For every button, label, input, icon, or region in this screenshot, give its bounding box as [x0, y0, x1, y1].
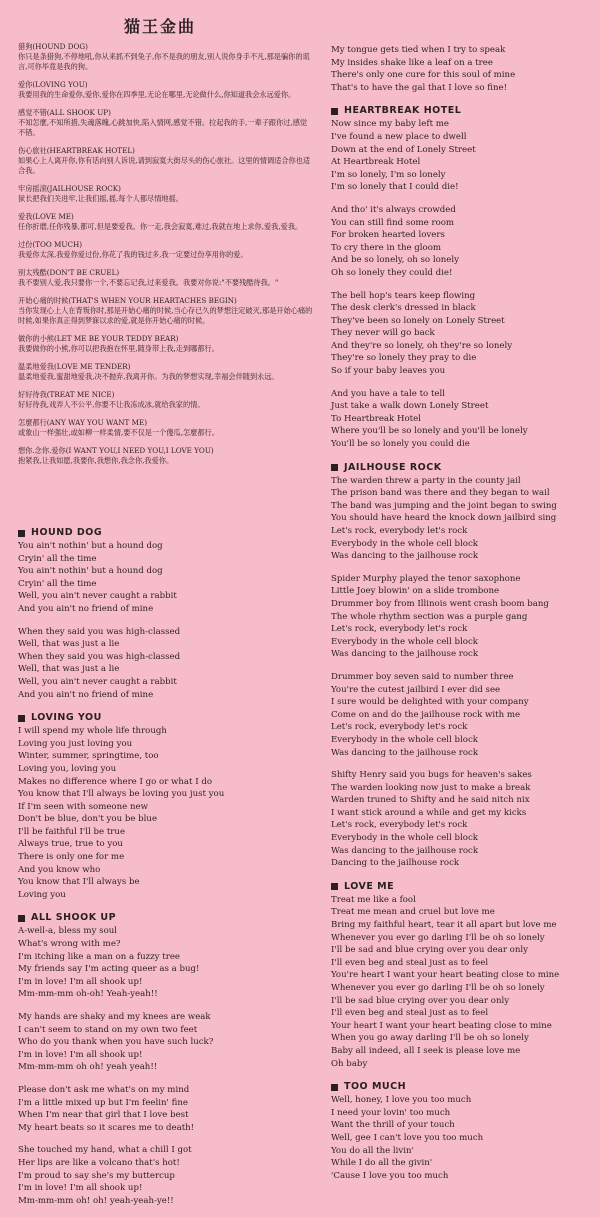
lyric-line: Well, honey, I love you too much: [331, 1095, 472, 1106]
stanza-gap: [18, 1074, 314, 1084]
lyric-line: Was dancing to the jailhouse rock: [331, 747, 479, 758]
chinese-song-title: 伤心旅社(HEARTBREAK HOTEL): [18, 146, 135, 155]
song-title-text: HEARTBREAK HOTEL: [344, 105, 462, 117]
song-block: [18, 711, 314, 901]
lyric-line: I'm so lonely, I'm so lonely: [331, 169, 446, 180]
lyric-line: My insides shake like a leaf on a tree: [331, 57, 493, 68]
lyric-line: Loving you just loving you: [18, 738, 133, 749]
lyric-line: Let's rock, everybody let's rock: [331, 722, 468, 733]
chinese-song-title: 感觉不错(ALL SHOOK UP): [18, 108, 111, 117]
chinese-song-title: 猎狗(HOUND DOG): [18, 42, 88, 51]
lyric-line: Well, gee I can't love you too much: [331, 1132, 484, 1143]
song-block: [18, 526, 314, 701]
chinese-song-title: 爱你(LOVING YOU): [18, 80, 88, 89]
chinese-song-title: 想你.念你.爱你(I WANT YOU,I NEED YOU,I LOVE YOU): [18, 446, 214, 455]
lyric-line: Oh so lonely they could die!: [331, 267, 453, 278]
lyric-line: That's to have the gal that I love so fine!: [331, 82, 508, 93]
lyric-line: You do all the livin': [331, 1145, 414, 1156]
lyric-line: The desk clerk's dressed in black: [331, 303, 476, 314]
lyric-line: I need your lovin' too much: [331, 1107, 451, 1118]
lyric-line: My friends say I'm acting queer as a bug!: [18, 964, 200, 975]
lyric-line: And you know who: [18, 864, 101, 875]
bullet-icon: [18, 530, 25, 537]
lyric-line: Come on and do the jailhouse rock with me: [331, 709, 521, 720]
bullet-icon: [331, 108, 338, 115]
lyric-line: And be so lonely, oh so lonely: [331, 255, 459, 266]
lyric-line: Whenever you ever go darling I'll be oh so lonely: [331, 983, 545, 993]
chinese-song-entry: [18, 362, 314, 382]
song-title-text: LOVE ME: [344, 880, 395, 892]
lyric-line: Well, that was just a lie: [18, 664, 120, 675]
lyric-line: She touched my hand, what a chill I got: [18, 1145, 192, 1156]
chinese-song-summary: 狱长把我们关进牢,让我们摇,摇,每个人都尽情地摇。: [18, 194, 183, 203]
chinese-song-summary: 不知怎麼,不知所措,失魂落魄,心跳加快,陷入情网,感觉不错。拉起我的手,一辈子跟你过,感觉不错。: [18, 118, 308, 137]
chinese-song-title: 过份(TOO MUCH): [18, 240, 83, 249]
stanza-gap: [331, 759, 593, 769]
lyric-line: My tongue gets tied when I try to speak: [331, 45, 506, 55]
song-title-text: TOO MUCH: [344, 1081, 407, 1093]
lyric-line: Oh baby: [331, 1058, 368, 1069]
chinese-song-entry: [18, 80, 314, 100]
lyric-line: Makes no difference where I go or what I do: [18, 776, 213, 787]
lyric-line: Winter, summer, springtime, too: [18, 751, 159, 762]
song-title: [18, 526, 314, 540]
lyric-line: Loving you: [18, 889, 66, 900]
stanza-gap: [18, 1134, 314, 1144]
chinese-song-entry: [18, 418, 314, 438]
lyric-line: You ain't nothin' but a hound dog: [18, 541, 163, 551]
stanza-gap: [331, 194, 593, 204]
lyric-line: Treat me mean and cruel but love me: [331, 907, 495, 918]
chinese-song-summary: 如果心上人离开你,你有话向别人诉说,请到寂寞大街尽头的伤心旅社。这里的情调适合你也适合我。: [18, 156, 311, 175]
chinese-song-title: 爱我(LOVE ME): [18, 212, 74, 221]
page-title: 猫王金曲: [123, 17, 196, 36]
lyric-line: Baby all indeed, all I seek is please love me: [331, 1045, 521, 1056]
lyric-line: Loving you, loving you: [18, 763, 117, 774]
chinese-song-entry: [18, 212, 314, 232]
lyric-line: You're heart I want your heart beating close to mine: [331, 970, 560, 981]
lyric-line: I'm in love! I'm all shook up!: [18, 1183, 143, 1194]
lyric-line: A-well-a, bless my soul: [18, 926, 118, 937]
lyric-line: You ain't nothin' but a hound dog: [18, 566, 163, 577]
lyric-line: Please don't ask me what's on my mind: [18, 1084, 190, 1095]
left-lyrics-column: [18, 526, 314, 1217]
lyric-line: You'll be so lonely you could die: [331, 439, 470, 450]
lyric-line: The whole rhythm section was a purple gang: [331, 611, 528, 622]
chinese-song-entry: [18, 184, 314, 204]
lyric-line: And you ain't no friend of mine: [18, 603, 154, 614]
lyric-line: Whenever you ever go darling I'll be oh so lonely: [331, 932, 545, 943]
right-lyrics-column: [331, 44, 593, 1192]
chinese-song-entry: [18, 268, 314, 288]
lyric-line: When you go away darling I'll be oh so lonely: [331, 1033, 529, 1044]
chinese-song-entry: [18, 42, 314, 72]
song-title: [331, 104, 593, 118]
lyric-line: I will spend my whole life through: [18, 726, 167, 737]
chinese-song-title: 做你的小熊(LET ME BE YOUR TEDDY BEAR): [18, 334, 179, 343]
lyric-line: The bell hop's tears keep flowing: [331, 290, 476, 301]
song-block: [331, 1080, 593, 1182]
lyric-line: Mm-mm-mm oh oh! yeah yeah!!: [18, 1062, 158, 1073]
stanza-gap: [331, 280, 593, 290]
stanza-gap: [331, 661, 593, 671]
lyric-line: Everybody in the whole cell block: [331, 636, 478, 647]
lyric-line: I'll even beg and steal just as to feel: [331, 957, 489, 968]
lyric-line: I'm a little mixed up but I'm feelin' fine: [18, 1097, 188, 1108]
lyric-line: Let's rock, everybody let's rock: [331, 624, 468, 635]
chinese-song-summary: 你只是条猎狗,不停地吼,你从来抓不到兔子,你不是我的朋友,别人说你身手不凡,那是骗你的谎言,可你毕竟是我的狗。: [18, 52, 310, 71]
lyric-line: I'll be faithful I'll be true: [18, 826, 126, 837]
lyric-line: Her lips are like a volcano that's hot!: [18, 1157, 180, 1168]
lyric-line: You should have heard the knock down jailbird sing: [331, 513, 557, 524]
lyric-line: Always true, true to you: [18, 839, 123, 850]
song-title-text: HOUND DOG: [31, 527, 103, 538]
lyric-line: Everybody in the whole cell block: [331, 734, 478, 745]
lyric-line: My hands are shaky and my knees are weak: [18, 1012, 211, 1022]
lyric-line: Want the thrill of your touch: [331, 1120, 455, 1131]
lyric-line: And you have a tale to tell: [331, 388, 445, 399]
lyric-line: While I do all the givin': [331, 1158, 433, 1169]
lyric-line: Just take a walk down Lonely Street: [331, 401, 489, 412]
lyric-line: I'm proud to say she's my buttercup: [18, 1170, 175, 1181]
lyric-line: Well, that was just a lie: [18, 639, 120, 650]
song-title: [331, 461, 593, 475]
bullet-icon: [18, 915, 25, 922]
chinese-song-summary: 我要用我的生命爱你,爱你,爱你在四季里,无论在哪里,无论做什么,你知道我会永远爱你。: [18, 90, 296, 99]
lyric-line: Cryin' all the time: [18, 553, 97, 564]
chinese-song-title: 别太残酷(DON'T BE CRUEL): [18, 268, 120, 277]
stanza-gap: [18, 1001, 314, 1011]
lyric-line: Mm-mm-mm oh-oh! Yeah-yeah!!: [18, 989, 158, 1000]
lyric-line: My heart beats so it scares me to death!: [18, 1122, 195, 1133]
lyric-line: Bring my faithful heart, tear it all apart but love me: [331, 920, 557, 931]
lyric-line: So if your baby leaves you: [331, 366, 446, 377]
lyric-line: Was dancing to the jailhouse rock: [331, 551, 479, 562]
chinese-song-entry: [18, 446, 314, 466]
song-continuation: [331, 44, 593, 94]
lyric-line: What's wrong with me?: [18, 939, 121, 950]
lyric-line: Where you'll be so lonely and you'll be lonely: [331, 426, 528, 437]
song-title-text: JAILHOUSE ROCK: [344, 461, 442, 473]
chinese-song-summary: 我不要别人爱,我只要你一个,不要忘记我,过来爱我。我要对你说:"不要残酷待我。": [18, 278, 279, 287]
lyric-line: I can't seem to stand on my own two feet: [18, 1024, 198, 1035]
lyric-line: The warden threw a party in the county jail: [331, 475, 521, 486]
lyric-line: I'm so lonely that I could die!: [331, 182, 459, 193]
lyric-line: I sure would be delighted with your company: [331, 697, 529, 708]
song-title-text: LOVING YOU: [31, 712, 102, 724]
lyric-line: When they said you was high-classed: [18, 651, 181, 662]
song-block: [331, 104, 593, 450]
song-block: [331, 880, 593, 1070]
lyric-line: Treat me like a fool: [331, 894, 416, 905]
chinese-song-title: 怎麼都行(ANY WAY YOU WANT ME): [18, 418, 147, 427]
lyric-line: When they said you was high-classed: [18, 626, 181, 637]
lyric-line: Now since my baby left me: [331, 119, 449, 130]
lyric-line: Warden truned to Shifty and he said nitch nix: [331, 795, 530, 806]
chinese-song-summary: 当你发现心上人在背叛你时,那是开始心痛的时候,当心存已久的梦想注定破灭,那是开始心痛的时候,如果你真正得到梦寐以求的爱,就是你开始心痛的时候。: [18, 306, 313, 325]
chinese-song-entry: [18, 334, 314, 354]
lyric-line: To cry there in the gloom: [331, 242, 442, 253]
lyric-line: Your heart I want your heart beating close to mine: [331, 1020, 552, 1031]
lyric-line: Was dancing to the jailhouse rock: [331, 649, 479, 660]
chinese-song-summary: 任你折磨,任你残暴,都可,但是要爱我。你一走,我会寂寞,难过,我就在地上求你,爱我,爱我。: [18, 222, 303, 231]
chinese-song-entry: [18, 108, 314, 138]
lyric-line: There is only one for me: [18, 852, 125, 863]
stanza-gap: [331, 378, 593, 388]
lyric-line: Little Joey blowin' on a slide trombone: [331, 586, 500, 597]
song-block: [331, 461, 593, 870]
chinese-song-title: 牢房摇滚(JAILHOUSE ROCK): [18, 184, 121, 193]
lyric-line: At Heartbreak Hotel: [331, 157, 421, 168]
lyric-line: I'll be sad blue crying over you dear only: [331, 995, 510, 1006]
lyric-line: You know that I'll always be: [18, 877, 140, 888]
lyric-line: And tho' it's always crowded: [331, 204, 456, 215]
chinese-song-list: [18, 42, 314, 474]
song-title: [18, 911, 314, 925]
lyric-line: If I'm seen with someone new: [18, 801, 148, 812]
song-title-text: ALL SHOOK UP: [31, 912, 117, 924]
lyric-line: The band was jumping and the joint began to swing: [331, 500, 557, 511]
lyric-line: And they're so lonely, oh they're so lonely: [331, 340, 513, 351]
lyric-line: Who do you thank when you have such luck?: [18, 1037, 214, 1048]
lyric-line: Let's rock, everybody let's rock: [331, 526, 468, 536]
lyric-line: There's only one cure for this soul of mine: [331, 70, 516, 81]
lyric-line: They never will go back: [331, 328, 435, 339]
song-title: [18, 711, 314, 725]
bullet-icon: [18, 715, 25, 722]
lyric-line: To Heartbreak Hotel: [331, 413, 421, 424]
lyric-line: Spider Murphy played the tenor saxophone: [331, 573, 521, 584]
lyric-line: I'm in love! I'm all shook up!: [18, 976, 143, 987]
lyric-line: I'm in love! I'm all shook up!: [18, 1049, 143, 1060]
chinese-song-entry: [18, 146, 314, 176]
lyric-line: You can still find some room: [331, 217, 455, 228]
lyric-line: Was dancing to the jailhouse rock: [331, 845, 479, 856]
chinese-song-summary: 或象山一样强壮,或如柳一样柔情,要不仅是一个傻瓜,怎麼都行。: [18, 428, 219, 437]
chinese-song-summary: 我要做你的小熊,你可以把我抱在怀里,随身带上我,走到哪都行。: [18, 344, 219, 353]
lyric-line: Shifty Henry said you bugs for heaven's sakes: [331, 770, 532, 781]
lyric-line: I'll even beg and steal just as to feel: [331, 1008, 489, 1019]
lyric-line: I'm itching like a man on a fuzzy tree: [18, 951, 181, 962]
lyric-line: Down at the end of Lonely Street: [331, 144, 476, 155]
lyric-line: Drummer boy from Illinois went crash boom bang: [331, 598, 549, 609]
chinese-song-summary: 温柔地爱我,蜜甜地爱我,决不抛弃,我离开你。为我的梦想实现,幸福会伴随到永远。: [18, 372, 279, 381]
chinese-song-title: 温柔地爱我(LOVE ME TENDER): [18, 362, 131, 371]
lyric-line: Drummer boy seven said to number three: [331, 671, 514, 682]
lyric-line: Well, you ain't never caught a rabbit: [18, 676, 177, 687]
lyric-line: You know that I'll always be loving you just you: [18, 789, 225, 800]
lyric-line: They've been so lonely on Lonely Street: [331, 315, 505, 326]
lyric-line: You're the cutest jailbird I ever did see: [331, 684, 501, 695]
lyric-line: Cryin' all the time: [18, 578, 97, 589]
lyric-line: I want stick around a while and get my kicks: [331, 807, 527, 818]
lyric-line: Everybody in the whole cell block: [331, 538, 478, 549]
lyric-line: I've found a new place to dwell: [331, 131, 467, 142]
lyric-line: I'll be sad and blue crying over you dear only: [331, 945, 528, 956]
chinese-song-summary: 好好待我,戏弄人不公平,你要不让我冻成冰,就给我家的情。: [18, 400, 205, 409]
lyric-line: Don't be blue, don't you be blue: [18, 814, 158, 825]
chinese-song-title: 开始心痛的时候(THAT'S WHEN YOUR HEARTACHES BEGIN): [18, 296, 237, 305]
bullet-icon: [331, 883, 338, 890]
bullet-icon: [331, 464, 338, 471]
lyric-line: Well, you ain't never caught a rabbit: [18, 591, 177, 602]
lyric-line: When I'm near that girl that I love best: [18, 1110, 189, 1121]
lyric-line: Everybody in the whole cell block: [331, 833, 478, 844]
lyric-line: And you ain't no friend of mine: [18, 689, 154, 700]
lyric-line: The warden looking now just to make a break: [331, 782, 531, 793]
lyric-line: The prison band was there and they began to wail: [331, 488, 550, 499]
stanza-gap: [18, 616, 314, 626]
song-block: [18, 911, 314, 1207]
bullet-icon: [331, 1084, 338, 1091]
chinese-song-summary: 我爱你太深,我爱你爱过份,你花了我的钱过多,我一定要过份享用你的爱。: [18, 250, 248, 259]
chinese-song-entry: [18, 390, 314, 410]
chinese-song-summary: 抱紧我,让我如愿,我要你,我想你,我念你,我爱你。: [18, 456, 174, 465]
chinese-song-title: 好好待我(TREAT ME NICE): [18, 390, 115, 399]
chinese-song-entry: [18, 296, 314, 326]
lyric-line: 'Cause I love you too much: [331, 1170, 449, 1181]
lyric-line: Dancing to the jailhouse rock: [331, 858, 460, 869]
lyric-line: They're so lonely they pray to die: [331, 353, 477, 364]
song-title: [331, 1080, 593, 1094]
lyric-line: For broken hearted lovers: [331, 230, 445, 241]
song-title: [331, 880, 593, 894]
chinese-song-entry: [18, 240, 314, 260]
stanza-gap: [331, 563, 593, 573]
lyric-line: Let's rock, everybody let's rock: [331, 820, 468, 831]
lyric-line: Mm-mm-mm oh! oh! yeah-yeah-ye!!: [18, 1195, 174, 1206]
